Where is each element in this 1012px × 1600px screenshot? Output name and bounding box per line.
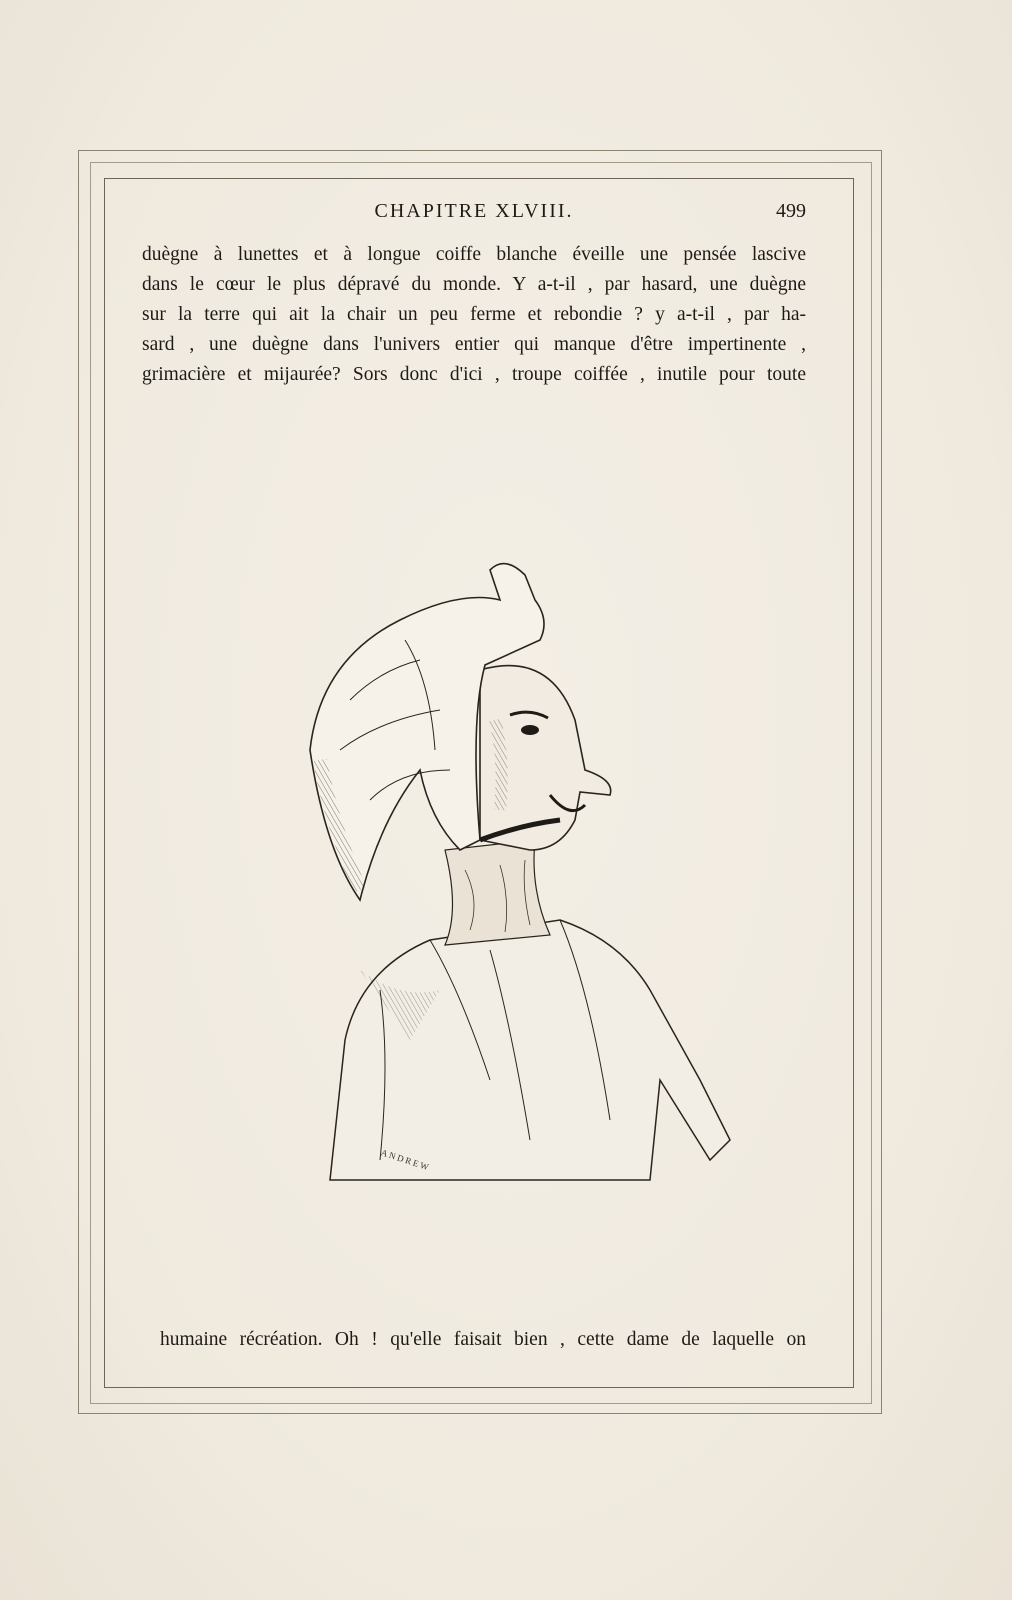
text-line: grimacière et mijaurée? Sors donc d'ici , troupe coiffée , inutile pour toute [142, 364, 806, 385]
text-line: duègne à lunettes et à longue coiffe blanche éveille une pensée lascive [142, 244, 806, 265]
chapter-title: CHAPITRE XLVIII. [374, 200, 574, 222]
page-number: 499 [776, 200, 806, 222]
text-line: sur la terre qui ait la chair un peu ferme et rebondie ? y a-t-il , par ha- [142, 304, 806, 325]
running-head [142, 200, 806, 228]
engraver-signature: ANDREW [379, 1147, 432, 1173]
text-line: dans le cœur le plus dépravé du monde. Y a-t-il , par hasard, une duègne [142, 274, 806, 295]
engraving-illustration [230, 520, 750, 1200]
text-line-bottom: humaine récréation. Oh ! qu'elle faisait bien , cette dame de laquelle on [160, 1329, 806, 1350]
body-text [142, 240, 806, 390]
figure-neck [445, 840, 550, 945]
text-line: sard , une duègne dans l'univers entier qui manque d'être impertinente , [142, 334, 806, 355]
